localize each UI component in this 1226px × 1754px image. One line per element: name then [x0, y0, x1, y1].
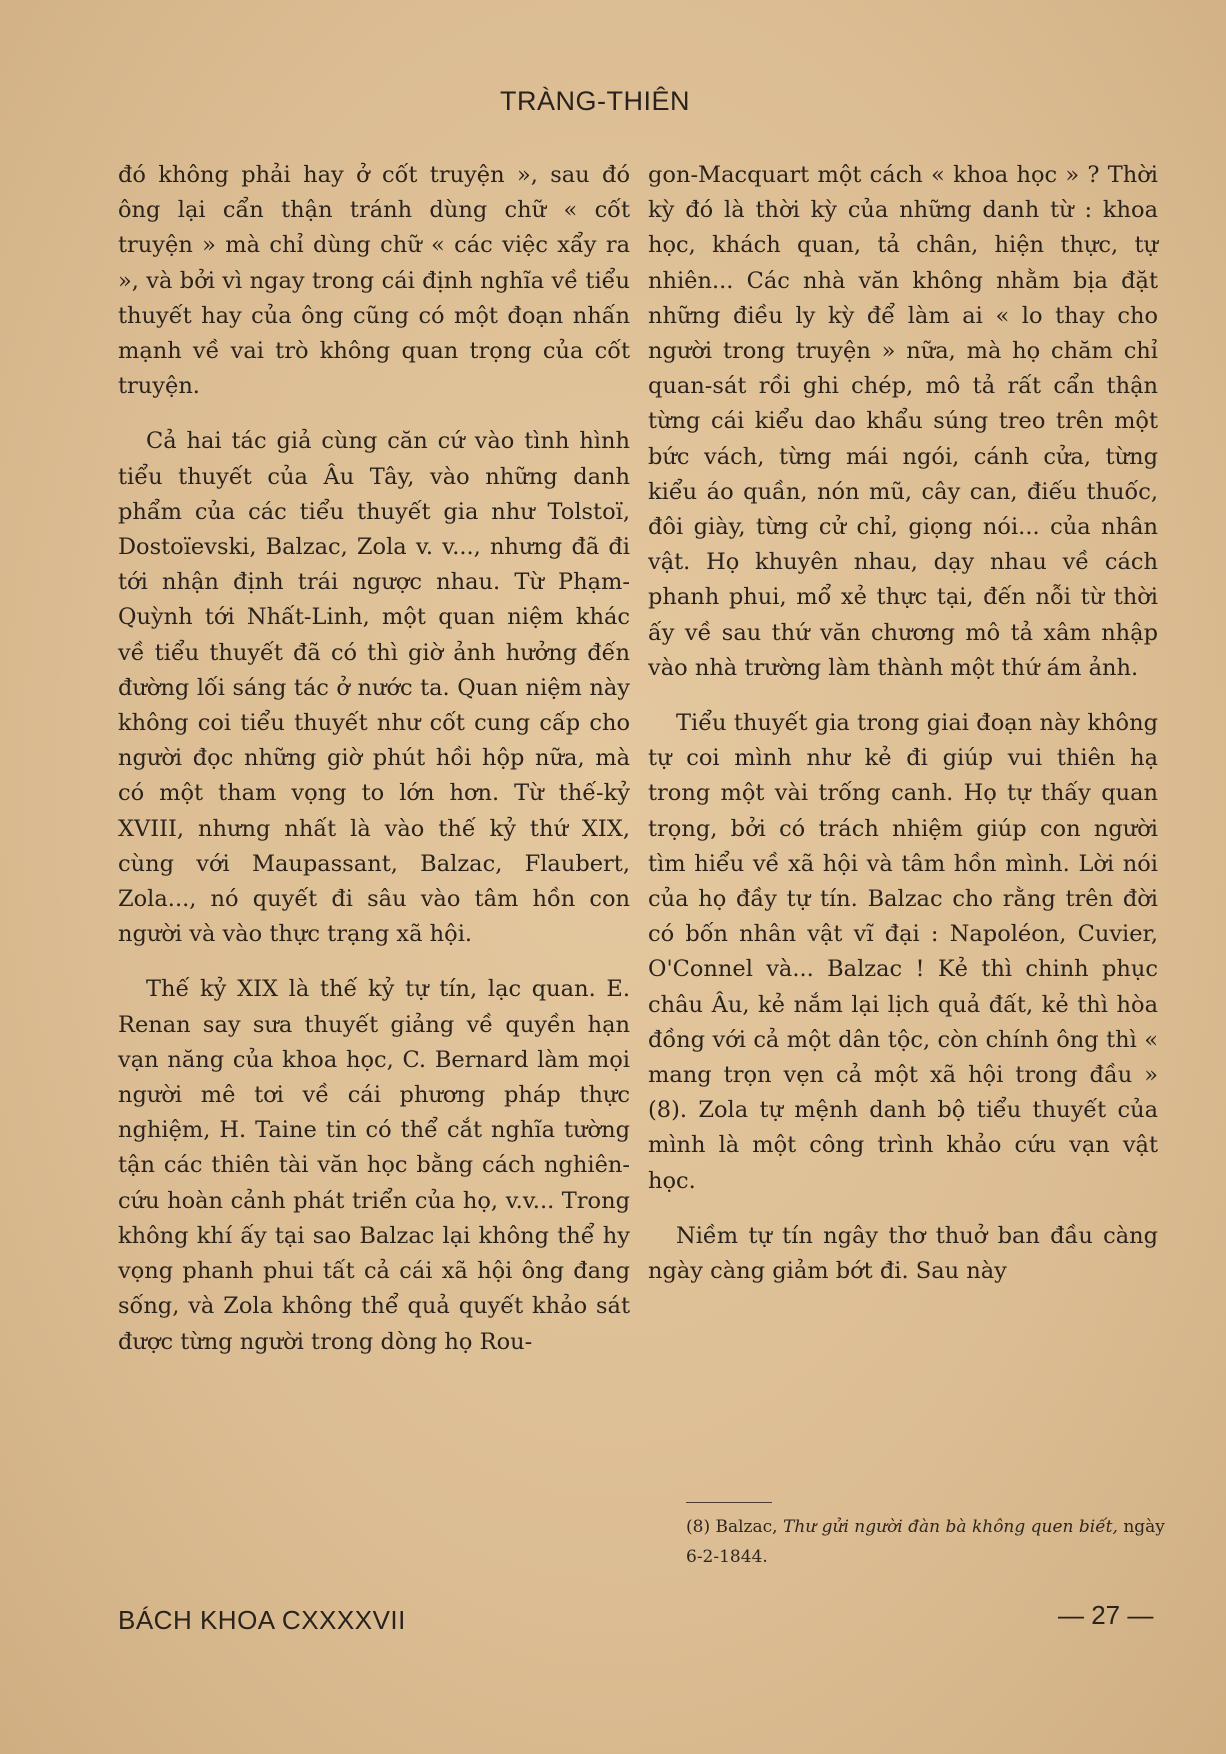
paragraph: Cả hai tác giả cùng căn cứ vào tình hình tiểu thuyết của Âu Tây, vào những danh phẩm của các tiểu thuyết gia như Tolstoï, Dostoïevski, Balzac, Zola v. v..., nhưng đã đi tới nhận định trái ngược nhau. Từ Phạm-Quỳnh tới Nhất-Linh, một quan niệm khác về tiểu thuyết đã có thì giờ ảnh hưởng đến đường lối sáng tác ở nước ta. Quan niệm này không coi tiểu thuyết như cốt cung cấp cho người đọc những giờ phút hồi hộp nữa, mà có một tham vọng to lớn hơn. Từ thế-kỷ XVIII, nhưng nhất là vào thế kỷ thứ XIX, cùng với Maupassant, Balzac, Flaubert, Zola..., nó quyết đi sâu vào tâm hồn con người và vào thực trạng xã hội.: [118, 428, 630, 948]
footnote-title: Thư gửi người đàn bà không quen biết,: [782, 1517, 1118, 1537]
footnote-date: ngày 6-2-1844.: [686, 1517, 1165, 1567]
page-number: — 27 —: [1058, 1600, 1154, 1630]
running-title: TRÀNG-THIÊN: [500, 86, 690, 116]
footnote-number: (8) Balzac,: [686, 1517, 778, 1537]
paragraph: Niềm tự tín ngây thơ thuở ban đầu càng ngày càng giảm bớt đi. Sau này: [648, 1222, 1158, 1285]
paragraph: Tiểu thuyết gia trong giai đoạn này không tự coi mình như kẻ đi giúp vui thiên hạ trong một vài trống canh. Họ tự thấy quan trọng, bởi có trách nhiệm giúp con người tìm hiểu về xã hội và tâm hồn mình. Lời nói của họ đầy tự tín. Balzac cho rằng trên đời có bốn nhân vật vĩ đại : Napoléon, Cuvier, O'Connel và... Balzac ! Kẻ thì chinh phục châu Âu, kẻ nắm lại lịch quả đất, kẻ thì hòa đồng với cả một dân tộc, còn chính ông thì « mang trọn vẹn cả một xã hội trong đầu » (8). Zola tự mệnh danh bộ tiểu thuyết của mình là một công trình khảo cứu vạn vật học.: [648, 710, 1158, 1194]
paragraph: gon-Macquart một cách « khoa học » ? Thời kỳ đó là thời kỳ của những danh từ : khoa học, khách quan, tả chân, hiện thực, tự nhiên... Các nhà văn không nhằm bịa đặt những điều ly kỳ để làm ai « lo thay cho người trong truyện » nữa, mà họ chăm chỉ quan-sát rồi ghi chép, mô tả rất cẩn thận từng cái kiểu dao khẩu súng treo trên một bức vách, từng mái ngói, cánh cửa, từng kiểu áo quần, nón mũ, cây can, điếu thuốc, đôi giày, từng cử chỉ, giọng nói... của nhân vật. Họ khuyên nhau, dạy nhau về cách phanh phui, mổ xẻ thực tại, đến nỗi từ thời ấy về sau thứ văn chương mô tả xâm nhập vào nhà trường làm thành một thứ ám ảnh.: [648, 162, 1158, 681]
paragraph: đó không phải hay ở cốt truyện », sau đó ông lại cẩn thận tránh dùng chữ « cốt truyện » mà chỉ dùng chữ « các việc xẩy ra », và bởi vì ngay trong cái định nghĩa về tiểu thuyết hay của ông cũng có một đoạn nhấn mạnh về vai trò không quan trọng của cốt truyện.: [118, 162, 630, 400]
left-column: [118, 158, 630, 1360]
footnote: [686, 1512, 1170, 1572]
footnote-divider: [686, 1502, 772, 1503]
paragraph: Thế kỷ XIX là thế kỷ tự tín, lạc quan. E. Renan say sưa thuyết giảng về quyền hạn vạn năng của khoa học, C. Bernard làm mọi người mê tơi về cái phương pháp thực nghiệm, H. Taine tin có thể cắt nghĩa tường tận các thiên tài văn học bằng cách nghiên-cứu hoàn cảnh phát triển của họ, v.v... Trong không khí ấy tại sao Balzac lại không thể hy vọng phanh phui tất cả cái xã hội ông đang sống, và Zola không thể quả quyết khảo sát được từng người trong dòng họ Rou-: [118, 976, 630, 1355]
right-column: [648, 158, 1158, 1289]
publication-name: BÁCH KHOA CXXXXVII: [118, 1605, 406, 1635]
